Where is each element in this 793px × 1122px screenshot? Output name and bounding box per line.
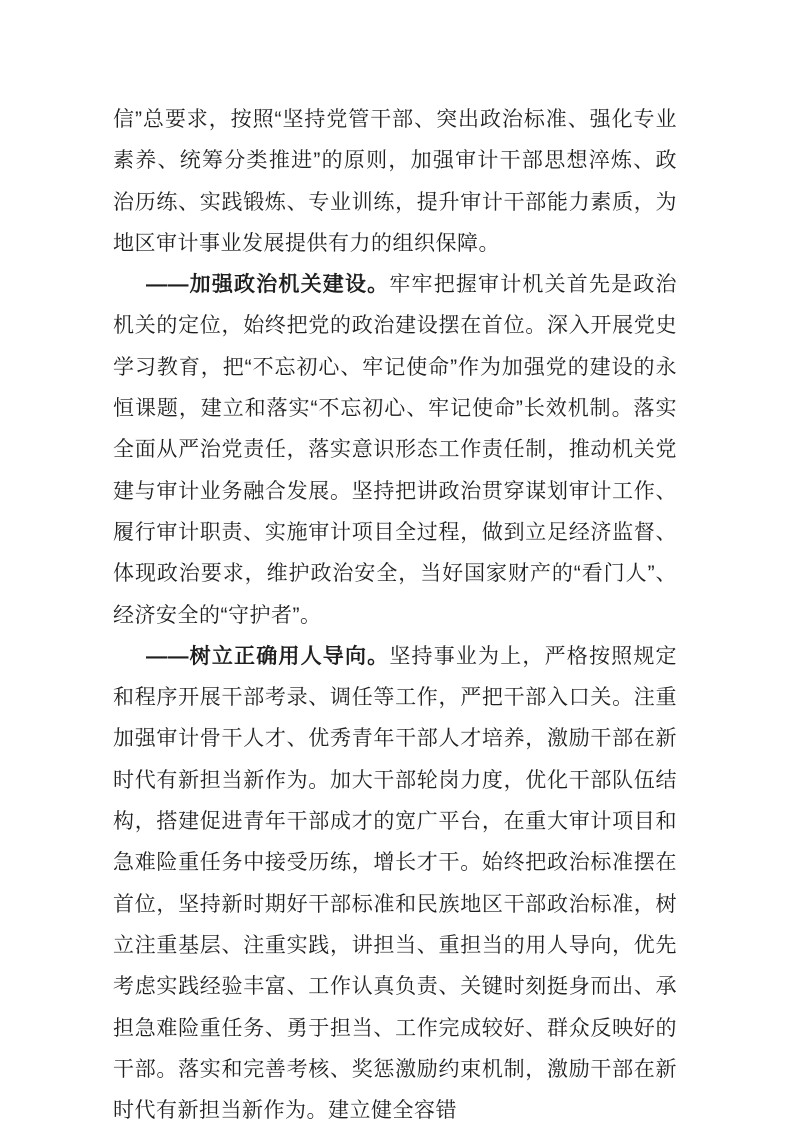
paragraph-lead-bold: ——树立正确用人导向。 bbox=[146, 644, 390, 668]
paragraph-lead-bold: ——加强政治机关建设。 bbox=[146, 273, 390, 297]
paragraph-political-organ-building bbox=[113, 264, 677, 636]
paragraph-text: 信”总要求，按照“坚持党管干部、突出政治标准、强化专业素养、统筹分类推进”的原则，加强审计干部思想淬炼、政治历练、实践锻炼、专业训练，提升审计干部能力素质，为地区审计事业发展提供有力的组织保障。 bbox=[113, 108, 677, 255]
paragraph-continuation bbox=[113, 99, 677, 264]
paragraph-text: 牢牢把握审计机关首先是政治机关的定位，始终把党的政治建设摆在首位。深入开展党史学习教育，把“不忘初心、牢记使命”作为加强党的建设的永恒课题，建立和落实“不忘初心、牢记使命”长效机制。落实全面从严治党责任，落实意识形态工作责任制，推动机关党建与审计业务融合发展。坚持把讲政治贯穿谋划审计工作、履行审计职责、实施审计项目全过程，做到立足经济监督、体现政治要求，维护政治安全，当好国家财产的“看门人”、经济安全的“守护者”。 bbox=[113, 273, 678, 627]
paragraph-text: 坚持事业为上，严格按照规定和程序开展干部考录、调任等工作，严把干部入口关。注重加强审计骨干人才、优秀青年干部人才培养，激励干部在新时代有新担当新作为。加大干部轮岗力度，优化干部队伍结构，搭建促进青年干部成才的宽广平台，在重大审计项目和急难险重任务中接受历练，增长才干。始终把政治标准摆在首位，坚持新时期好干部标准和民族地区干部政治标准，树立注重基层、注重实践，讲担当、重担当的用人导向，优先考虑实践经验丰富、工作认真负责、关键时刻挺身而出、承担急难险重任务、勇于担当、工作完成较好、群众反映好的干部。落实和完善考核、奖惩激励约束机制，激励干部在新时代有新担当新作为。建立健全容错 bbox=[113, 644, 678, 1122]
paragraph-personnel-orientation bbox=[113, 636, 677, 1122]
